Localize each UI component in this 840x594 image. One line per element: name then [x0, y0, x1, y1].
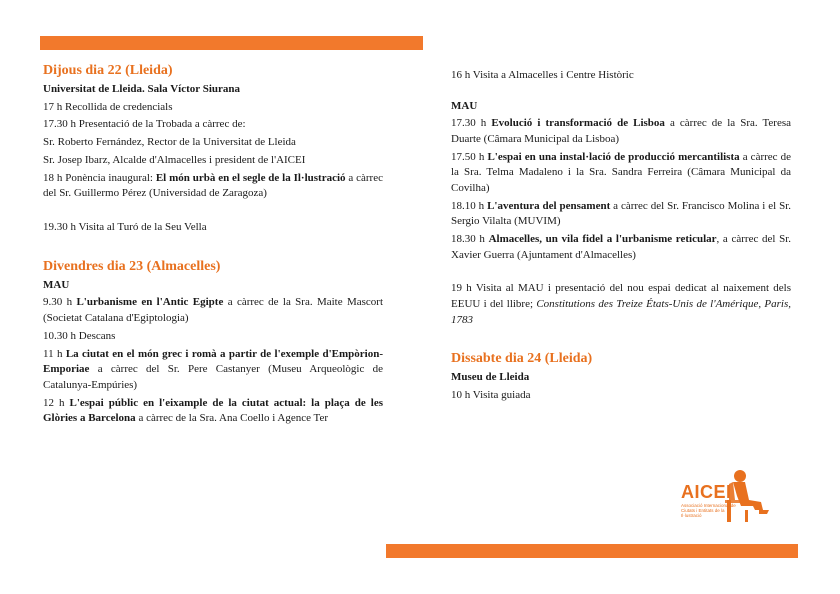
right-column — [451, 68, 791, 406]
talk-title: L'espai públic en l'eixample de la ciutat actual: la plaça de les Glòries a Barcelona — [43, 396, 383, 425]
talk-title: L'aventura del pensament — [487, 199, 611, 212]
schedule-item: 10 h Visita guiada — [451, 389, 531, 402]
talk-title: Almacelles, un vila fidel a l'urbanisme reticular — [488, 233, 717, 246]
top-orange-bar — [40, 36, 423, 50]
friday-venue: MAU — [43, 278, 70, 291]
thursday-heading: Dijous dia 22 (Lleida) — [43, 63, 173, 78]
talk-item: 12 h L'espai públic en l'eixample de la ciutat actual: la plaça de les Glòries a Barcelona a càrrec de la Sra. Ana Coello i Agence Ter — [43, 396, 383, 425]
schedule-item: 19.30 h Visita al Turó de la Seu Vella — [43, 221, 207, 234]
talk-item: 11 h La ciutat en el món grec i romà a partir de l'exemple d'Empòrion-Emporiae a càrrec del Sr. Pere Castanyer (Museu Arqueològic de Catalunya-Empúries) — [43, 347, 383, 391]
talk-item: 9.30 h L'urbanisme en l'Antic Egipte a càrrec de la Sra. Maite Mascort (Societat Catalana d'Egiptologia) — [43, 296, 383, 325]
talk-title: Evolució i transformació de Lisboa — [491, 117, 665, 130]
schedule-item: Sr. Roberto Fernández, Rector de la Universitat de Lleida — [43, 136, 296, 149]
saturday-heading: Dissabte dia 24 (Lleida) — [451, 351, 593, 367]
talk-title: L'espai en una instal·lació de producció mercantilista — [487, 150, 740, 163]
schedule-item: 16 h Visita a Almacelles i Centre Històric — [451, 69, 634, 81]
talk-item: 17.50 h L'espai en una instal·lació de producció mercantilista a càrrec de la Sra. Telma Madaleno i la Sra. Sandra Ferreira (Câmara Municipal da Covilha) — [451, 150, 792, 194]
logo-name: AICEI — [681, 482, 732, 502]
schedule-item: Sr. Josep Ibarz, Alcalde d'Almacelles i president de l'AICEI — [43, 153, 306, 166]
talk-title: La ciutat en el món grec i romà a partir de l'exemple d'Empòrion-Emporiae — [43, 347, 383, 376]
talk-title: El món urbà en el segle de la Il·lustració — [155, 171, 346, 184]
talk-item: 18.10 h L'aventura del pensament a càrrec del Sr. Francisco Molina i el Sr. Sergio Vilalta (MUVIM) — [451, 199, 792, 228]
saturday-venue: Museu de Lleida — [451, 371, 530, 384]
logo-tagline: Associació Internacional de Ciutats i Entitats de la Il·lustració — [681, 503, 736, 518]
talk-item: 18.30 h Almacelles, un vila fidel a l'urbanisme reticular, a càrrec del Sr. Xavier Guerra (Ajuntament d'Almacelles) — [451, 233, 792, 261]
bottom-orange-bar — [386, 544, 798, 558]
talk-item: 17.30 h Evolució i transformació de Lisboa a càrrec de la Sra. Teresa Duarte (Câmara Municipal da Lisboa) — [451, 117, 792, 145]
talk-title: L'urbanisme en l'Antic Egipte — [76, 296, 224, 309]
left-column — [43, 62, 383, 429]
schedule-item: 17 h Recollida de credencials — [43, 100, 173, 113]
schedule-item: 10.30 h Descans — [43, 329, 116, 342]
inaugural-talk: 18 h Ponència inaugural: El món urbà en el segle de la Il·lustració a càrrec del Sr. Guillermo Pérez (Universidad de Zaragoza) — [43, 171, 383, 200]
right-venue: MAU — [451, 99, 478, 112]
aicei-logo — [677, 466, 775, 526]
thursday-venue: Universitat de Lleida. Sala Víctor Siurana — [43, 83, 240, 95]
book-title: Constitutions des Treize États-Unis de l'Amérique, Paris, 1783 — [451, 298, 791, 326]
friday-heading: Divendres dia 23 (Almacelles) — [43, 258, 221, 274]
mau-visit: 19 h Visita al MAU i presentació del nou espai dedicat al naixement dels EEUU i del llibre; Constitutions des Treize États-Unis de l'Amérique, Paris, 1783 — [451, 282, 791, 326]
schedule-item: 17.30 h Presentació de la Trobada a càrrec de: — [43, 118, 246, 131]
